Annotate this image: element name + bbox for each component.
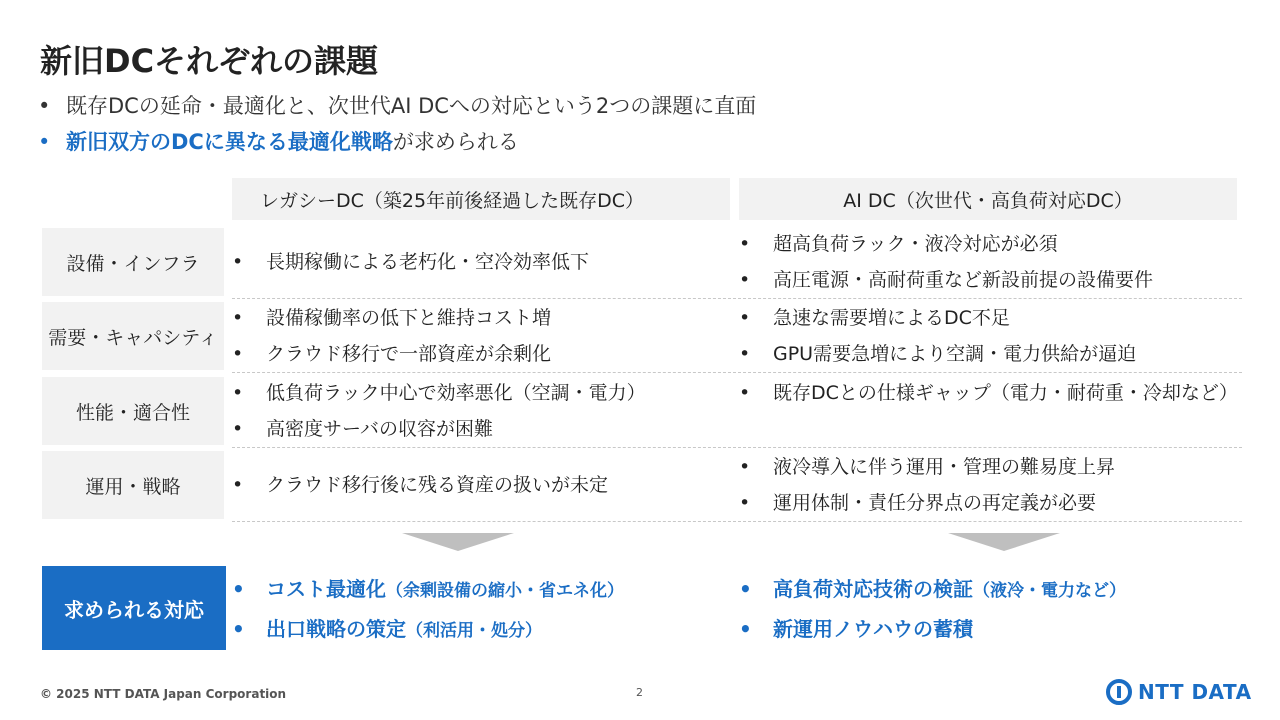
list-item: • 運用体制・責任分界点の再定義が必要 (739, 492, 1097, 514)
summary-bullets (38, 88, 756, 160)
down-arrow-icon (402, 533, 514, 551)
logo-mark-icon (1106, 679, 1132, 705)
summary-bullet-text: 既存DCの延命・最適化と、次世代AI DCへの対応という2つの課題に直面 (66, 94, 757, 118)
summary-bullet-text: が求められる (392, 130, 519, 154)
response-legacy (232, 570, 732, 650)
list-item: • 高負荷対応技術の検証（液冷・電力など） (739, 577, 1126, 601)
list-item: • クラウド移行後に残る資産の扱いが未定 (232, 474, 609, 496)
list-item: • 高密度サーバの収容が困難 (232, 418, 494, 440)
column-header-ai: AI DC（次世代・高負荷対応DC） (739, 178, 1237, 220)
cell-infra-ai (739, 231, 1239, 293)
bullet-dot: • (38, 130, 51, 154)
list-item: • クラウド移行で一部資産が余剰化 (232, 343, 552, 365)
summary-highlight: 新旧双方のDCに異なる最適化戦略 (66, 130, 393, 154)
list-item: • 新運用ノウハウの蓄積 (739, 617, 973, 641)
list-item: • 長期稼働による老朽化・空冷効率低下 (232, 251, 590, 273)
list-item: • 設備稼働率の低下と維持コスト増 (232, 307, 552, 329)
down-arrow-icon (948, 533, 1060, 551)
row-divider (232, 298, 1242, 299)
row-header-performance: 性能・適合性 (42, 377, 224, 445)
bullet-dot: • (38, 94, 51, 118)
row-header-operation: 運用・戦略 (42, 451, 224, 519)
summary-bullet-1 (38, 88, 756, 124)
list-item: • 出口戦略の策定（利活用・処分） (232, 617, 542, 641)
list-item: • 急速な需要増によるDC不足 (739, 307, 1010, 329)
page-title: 新旧DCそれぞれの課題 (40, 42, 379, 80)
copyright: © 2025 NTT DATA Japan Corporation (40, 687, 287, 701)
cell-capacity-ai (739, 305, 1239, 367)
response-label: 求められる対応 (42, 566, 226, 650)
company-logo (1106, 677, 1252, 707)
cell-performance-legacy (232, 380, 722, 442)
cell-infra-legacy (232, 228, 722, 296)
page-number: 2 (636, 686, 643, 699)
row-divider (232, 372, 1242, 373)
row-header-infra: 設備・インフラ (42, 228, 224, 296)
row-divider (232, 447, 1242, 448)
list-item: • GPU需要急増により空調・電力供給が逼迫 (739, 343, 1137, 365)
logo-text: NTT DATA (1138, 680, 1252, 704)
cell-operation-ai (739, 454, 1239, 516)
column-header-legacy: レガシーDC（築25年前後経過した既存DC） (232, 178, 730, 220)
cell-performance-ai (739, 380, 1238, 406)
summary-bullet-2 (38, 124, 756, 160)
list-item: • 低負荷ラック中心で効率悪化（空調・電力） (232, 382, 646, 404)
cell-operation-legacy (232, 451, 722, 519)
row-divider (232, 521, 1242, 522)
list-item: • 高圧電源・高耐荷重など新設前提の設備要件 (739, 269, 1154, 291)
response-ai (739, 570, 1239, 650)
row-header-capacity: 需要・キャパシティ (42, 302, 224, 370)
list-item: • 既存DCとの仕様ギャップ（電力・耐荷重・冷却など） (739, 382, 1238, 404)
list-item: • コスト最適化（余剰設備の縮小・省エネ化） (232, 577, 624, 601)
list-item: • 超高負荷ラック・液冷対応が必須 (739, 233, 1058, 255)
cell-capacity-legacy (232, 305, 722, 367)
list-item: • 液冷導入に伴う運用・管理の難易度上昇 (739, 456, 1116, 478)
